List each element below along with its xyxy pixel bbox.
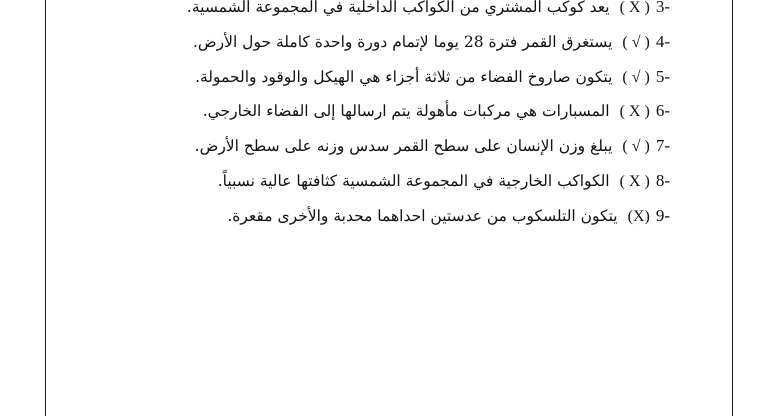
question-text: يتكون التلسكوب من عدستين احداهما محدبة والأخرى مقعرة. (227, 206, 618, 225)
question-text: المسبارات هي مركبات مأهولة يتم ارسالها إلى الفضاء الخارجي. (202, 102, 610, 121)
question-answer-mark: (X) (627, 207, 650, 225)
question-item (110, 60, 670, 95)
question-answer-mark: ( √ ) (622, 68, 650, 86)
question-text: يبلغ وزن الإنسان على سطح القمر سدس وزنه على سطح الأرض. (194, 137, 613, 156)
question-item (110, 129, 670, 164)
question-answer-mark: ( X ) (619, 172, 650, 190)
question-item (110, 94, 670, 129)
question-item (110, 0, 670, 25)
question-number: 6- (655, 101, 670, 121)
question-number: 4- (655, 31, 670, 51)
question-item (110, 164, 670, 199)
question-text: يتكون صاروخ الفضاء من ثلاثة أجزاء هي الهيكل والوقود والحمولة. (195, 67, 613, 86)
question-answer-mark: ( √ ) (622, 138, 650, 156)
question-number: 5- (655, 66, 670, 86)
question-number: 9- (655, 205, 670, 225)
question-answer-mark: ( √ ) (622, 33, 650, 51)
question-item (110, 199, 670, 234)
question-number: 3- (655, 0, 670, 16)
question-text: يعد كوكب المشتري من الكواكب الداخلية في المجموعة الشمسية. (186, 0, 610, 16)
question-item (110, 25, 670, 60)
question-text: الكواكب الخارجية في المجموعة الشمسية كثافتها عالية نسبياً. (217, 171, 610, 190)
question-text: يستغرق القمر فترة 28 يوما لإتمام دورة واحدة كاملة حول الأرض. (192, 32, 613, 51)
question-number: 7- (655, 136, 670, 156)
question-answer-mark: ( X ) (619, 103, 650, 121)
question-number: 8- (655, 170, 670, 190)
true-false-question-list (110, 0, 670, 234)
question-answer-mark: ( X ) (619, 0, 650, 16)
